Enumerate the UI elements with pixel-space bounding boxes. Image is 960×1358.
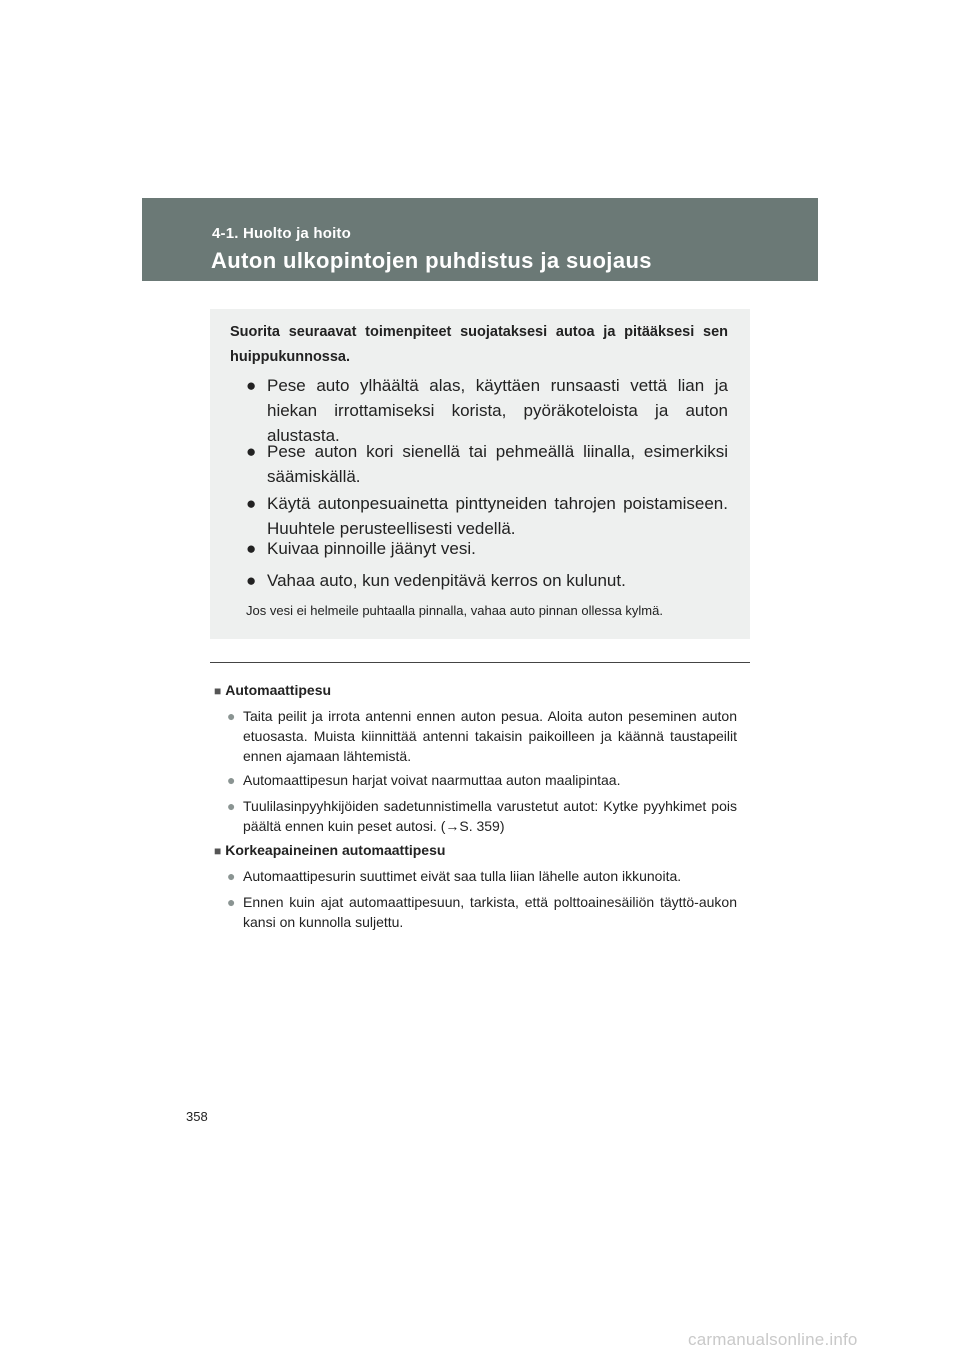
note-text: Automaattipesun harjat voivat naarmuttaa auton maalipintaa. xyxy=(243,772,621,788)
note-item xyxy=(227,892,737,932)
intro-bullet xyxy=(246,491,728,541)
intro-bullet xyxy=(246,439,728,489)
bullet-icon: ● xyxy=(227,772,236,788)
intro-bullet xyxy=(246,536,728,561)
square-bullet-icon: ■ xyxy=(214,844,222,858)
bullet-icon: ● xyxy=(227,894,236,910)
note-item xyxy=(227,866,737,886)
note-text: Ennen kuin ajat automaattipesuun, tarkista, että polttoainesäiliön täyttö-aukon kansi on kunnolla suljettu. xyxy=(243,894,737,930)
page-number: 358 xyxy=(186,1109,208,1124)
bullet-icon: ● xyxy=(227,868,236,884)
intro-note: Jos vesi ei helmeile puhtaalla pinnalla, vahaa auto pinnan ollessa kylmä. xyxy=(246,603,663,618)
note-item xyxy=(227,796,737,836)
section-divider xyxy=(210,662,750,663)
intro-box xyxy=(210,309,750,639)
subsection-heading xyxy=(214,680,331,701)
note-text: Tuulilasinpyyhkijöiden sadetunnistimella varustetut autot: Kytke pyyhkimet pois päältä ennen kuin peset autosi. (→S. 359) xyxy=(243,798,737,834)
bullet-icon: ● xyxy=(246,376,257,395)
note-item xyxy=(227,770,737,790)
bullet-icon: ● xyxy=(227,798,236,814)
bullet-text: Käytä autonpesuainetta pinttyneiden tahrojen poistamiseen. Huuhtele perusteellisesti vedellä. xyxy=(267,494,728,538)
bullet-icon: ● xyxy=(246,442,257,461)
page-title: Auton ulkopintojen puhdistus ja suojaus xyxy=(211,248,652,273)
note-item xyxy=(227,706,737,766)
chapter-header xyxy=(142,198,818,281)
subsection-heading-text: Automaattipesu xyxy=(225,682,332,698)
bullet-text: Kuivaa pinnoille jäänyt vesi. xyxy=(267,539,476,558)
bullet-text: Pese auto ylhäältä alas, käyttäen runsaasti vettä lian ja hiekan irrottamiseksi korista, pyöräkoteloista ja auton alustasta. xyxy=(267,376,728,445)
bullet-text: Pese auton kori sienellä tai pehmeällä liinalla, esimerkiksi säämiskällä. xyxy=(267,442,728,486)
intro-bullet xyxy=(246,568,728,593)
subsection-heading-text: Korkeapaineinen automaattipesu xyxy=(225,842,446,858)
note-text: Taita peilit ja irrota antenni ennen auton pesua. Aloita auton peseminen auton etuosasta. Muista kiinnittää antenni takaisin paikoilleen ja käännä taustapeilit ennen ajamaan lähtemistä. xyxy=(243,708,737,764)
section-label: 4-1. Huolto ja hoito xyxy=(212,225,351,242)
bullet-icon: ● xyxy=(246,539,257,558)
square-bullet-icon: ■ xyxy=(214,684,222,698)
note-text: Automaattipesurin suuttimet eivät saa tulla liian lähelle auton ikkunoita. xyxy=(243,868,682,884)
bullet-icon: ● xyxy=(246,571,257,590)
subsection-heading xyxy=(214,840,445,861)
bullet-text: Vahaa auto, kun vedenpitävä kerros on kulunut. xyxy=(267,571,626,590)
watermark: carmanualsonline.info xyxy=(688,1330,858,1349)
intro-bullet xyxy=(246,373,728,448)
intro-lead: Suorita seuraavat toimenpiteet suojataksesi autoa ja pitääksesi sen huippukunnossa. xyxy=(230,324,728,365)
bullet-icon: ● xyxy=(246,494,257,513)
bullet-icon: ● xyxy=(227,708,236,724)
